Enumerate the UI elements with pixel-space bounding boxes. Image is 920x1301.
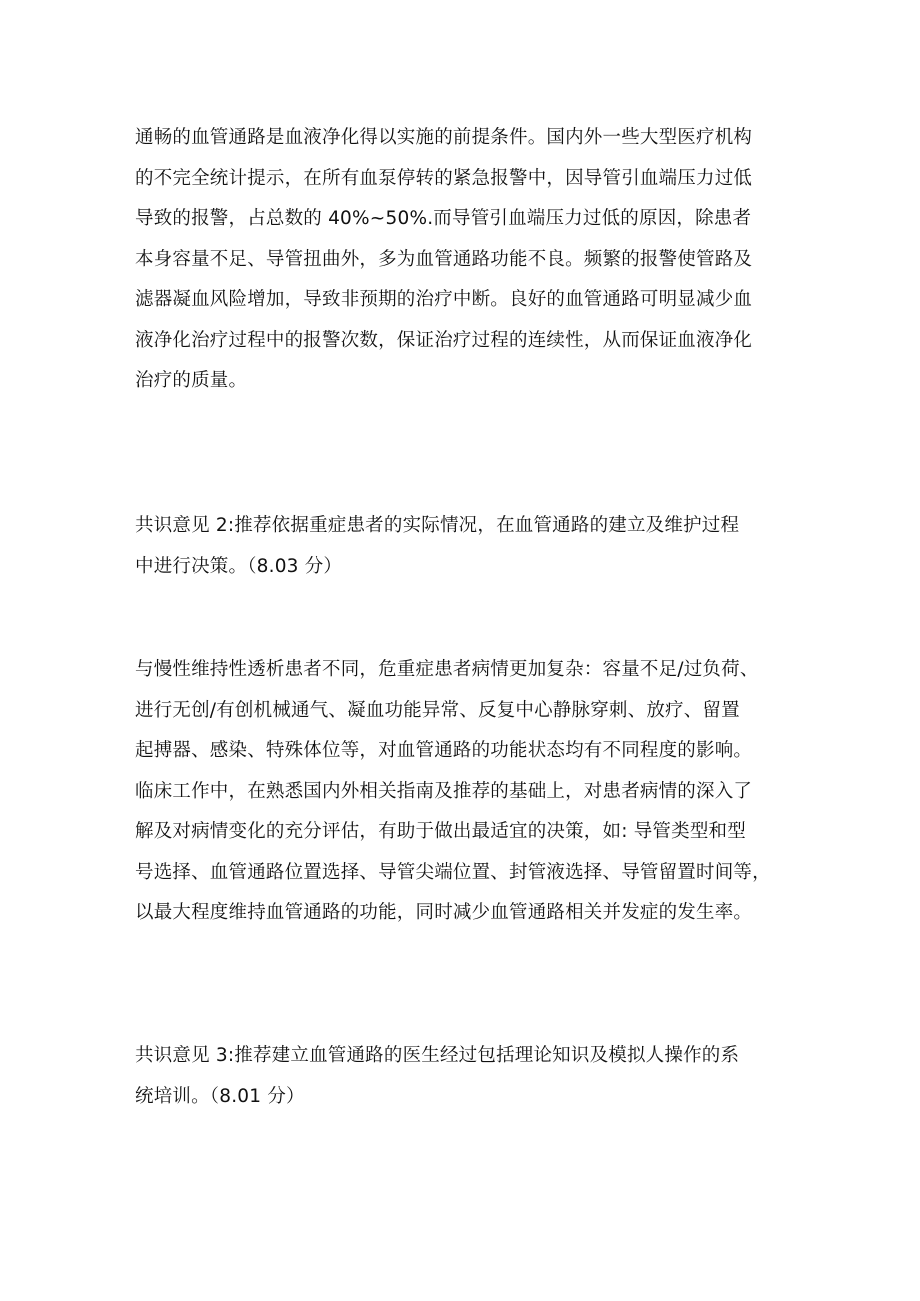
text-line: 共识意见 2:推荐依据重症患者的实际情况，在血管通路的建立及维护过程	[135, 515, 740, 536]
text-line: 本身容量不足、导管扭曲外，多为血管通路功能不良。频繁的报警使管路及	[135, 248, 753, 270]
text-line: 液净化治疗过程中的报警次数，保证治疗过程的连续性，从而保证血液净化	[135, 329, 753, 351]
paragraph-vascular-access-importance	[135, 118, 795, 402]
text-line: 号选择、血管通路位置选择、导管尖端位置、封管液选择、导管留置时间等，	[135, 861, 771, 883]
paragraph-consensus-2	[135, 506, 795, 587]
text-line: 解及对病情变化的充分评估，有助于做出最适宜的决策，如: 导管类型和型	[135, 821, 746, 842]
text-line: 起搏器、感染、特殊体位等，对血管通路的功能状态均有不同程度的影响。	[135, 740, 753, 761]
paragraph-critical-patients	[135, 650, 795, 934]
text-line: 通畅的血管通路是血液净化得以实施的前提条件。国内外一些大型医疗机构	[135, 127, 753, 148]
text-line: 临床工作中，在熟悉国内外相关指南及推荐的基础上，对患者病情的深入了	[135, 780, 753, 802]
text-line: 与慢性维持性透析患者不同，危重症患者病情更加复杂：容量不足/过负荷、	[135, 659, 759, 680]
text-line: 导致的报警，占总数的 40%~50%.而导管引血端压力过低的原因，除患者	[135, 208, 752, 229]
text-line: 共识意见 3:推荐建立血管通路的医生经过包括理论知识及模拟人操作的系	[135, 1045, 740, 1066]
paragraph-consensus-3	[135, 1036, 795, 1117]
text-line: 中进行决策。（8.03 分）	[135, 555, 343, 577]
text-line: 进行无创/有创机械通气、凝血功能异常、反复中心静脉穿刺、放疗、留置	[135, 699, 740, 721]
text-line: 的不完全统计提示，在所有血泵停转的紧急报警中，因导管引血端压力过低	[135, 167, 753, 189]
text-line: 治疗的质量。	[135, 370, 248, 391]
text-line: 滤器凝血风险增加，导致非预期的治疗中断。良好的血管通路可明显减少血	[135, 289, 753, 310]
text-line: 统培训。（8.01 分）	[135, 1085, 305, 1107]
text-line: 以最大程度维持血管通路的功能，同时减少血管通路相关并发症的发生率。	[135, 902, 753, 923]
